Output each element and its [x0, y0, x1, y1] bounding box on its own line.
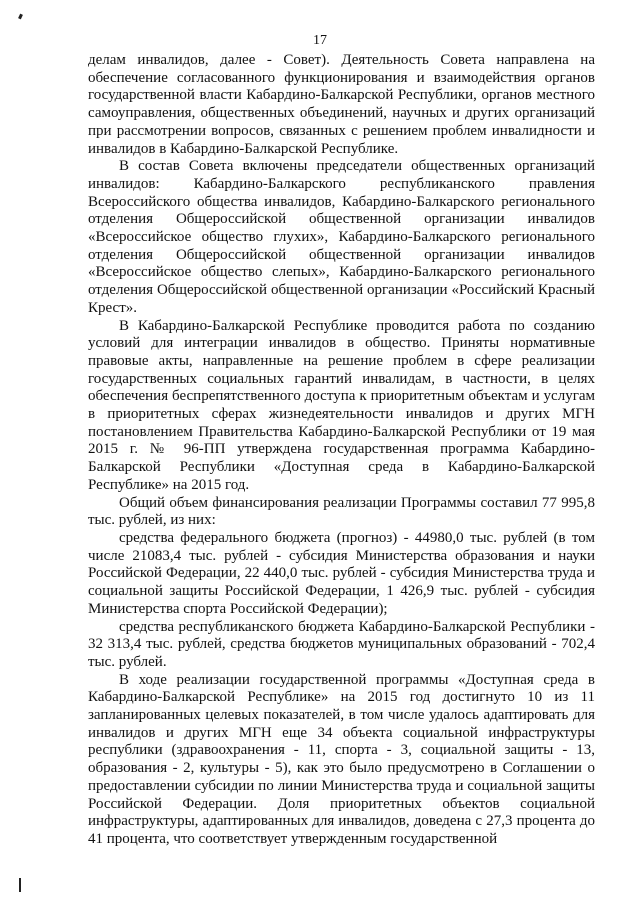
scan-mark-bottom: [19, 878, 21, 892]
paragraph-integration-work: В Кабардино-Балкарской Республике проводится работа по созданию условий для интеграции инвалидов в общество. Приняты нормативные правовые акты, направленные на решение проблем в сфере реализации государственных социальных гарантий инвалидам, в частности, в целях обеспечения беспрепятственного доступа к приоритетным объектам и услугам в приоритетных сферах жизнедеятельности инвалидов и других МГН постановлением Правительства Кабардино-Балкарской Республики от 19 мая 2015 г. № 96-ПП утверждена государственная программа Кабардино-Балкарской Республики «Доступная среда в Кабардино-Балкарской Республике» на 2015 год.: [88, 317, 595, 493]
paragraph-republic-funds: средства республиканского бюджета Кабардино-Балкарской Республики - 32 313,4 тыс. рублей, средства бюджетов муниципальных образований - 702,4 тыс. рублей.: [88, 618, 595, 670]
paragraph-council-members: В состав Совета включены председатели общественных организаций инвалидов: Кабардино-Балкарского республиканского правления Всероссийского общества инвалидов, Кабардино-Балкарского регионального отделения Общероссийской общественной организации инвалидов «Всероссийское общество глухих», Кабардино-Балкарского регионального отделения Общероссийской общественной организации инвалидов «Всероссийское общество слепых», Кабардино-Балкарского регионального отделения Общероссийской общественной организации «Российский Красный Крест».: [88, 158, 595, 316]
document-body: [88, 52, 595, 849]
page-number: 17: [313, 33, 327, 48]
paragraph-council-purpose: делам инвалидов, далее - Совет). Деятельность Совета направлена на обеспечение согласованного функционирования и взаимодействия органов государственной власти Кабардино-Балкарской Республики, органов местного самоуправления, общественных объединений, научных и других организаций при рассмотрении вопросов, связанных с решением проблем инвалидности и инвалидов в Кабардино-Балкарской Республике.: [88, 52, 595, 157]
paragraph-funding-total: Общий объем финансирования реализации Программы составил 77 995,8 тыс. рублей, из них:: [88, 494, 595, 529]
paragraph-federal-funds: средства федерального бюджета (прогноз) - 44980,0 тыс. рублей (в том числе 21083,4 тыс. рублей - субсидия Министерства образования и науки Российской Федерации, 22 440,0 тыс. рублей - субсидия Министерства труда и социальной защиты Российской Федерации, 1 426,9 тыс. рублей - субсидия Министерства спорта Российской Федерации);: [88, 529, 595, 617]
scan-mark-top: [18, 14, 23, 20]
paragraph-program-results: В ходе реализации государственной программы «Доступная среда в Кабардино-Балкарской Республике» на 2015 год достигнуто 10 из 11 запланированных целевых показателей, в том числе удалось адаптировать для инвалидов и других МГН еще 34 объекта социальной инфраструктуры республики (здравоохранения - 11, спорта - 3, социальной защиты - 13, образования - 2, культуры - 5), как это было предусмотрено в Соглашении о предоставлении субсидии по линии Министерства труда и социальной защиты Российской Федерации. Доля приоритетных объектов социальной инфраструктуры, адаптированных для инвалидов, доведена с 27,3 процента до 41 процента, что соответствует утвержденным государственной: [88, 671, 595, 847]
